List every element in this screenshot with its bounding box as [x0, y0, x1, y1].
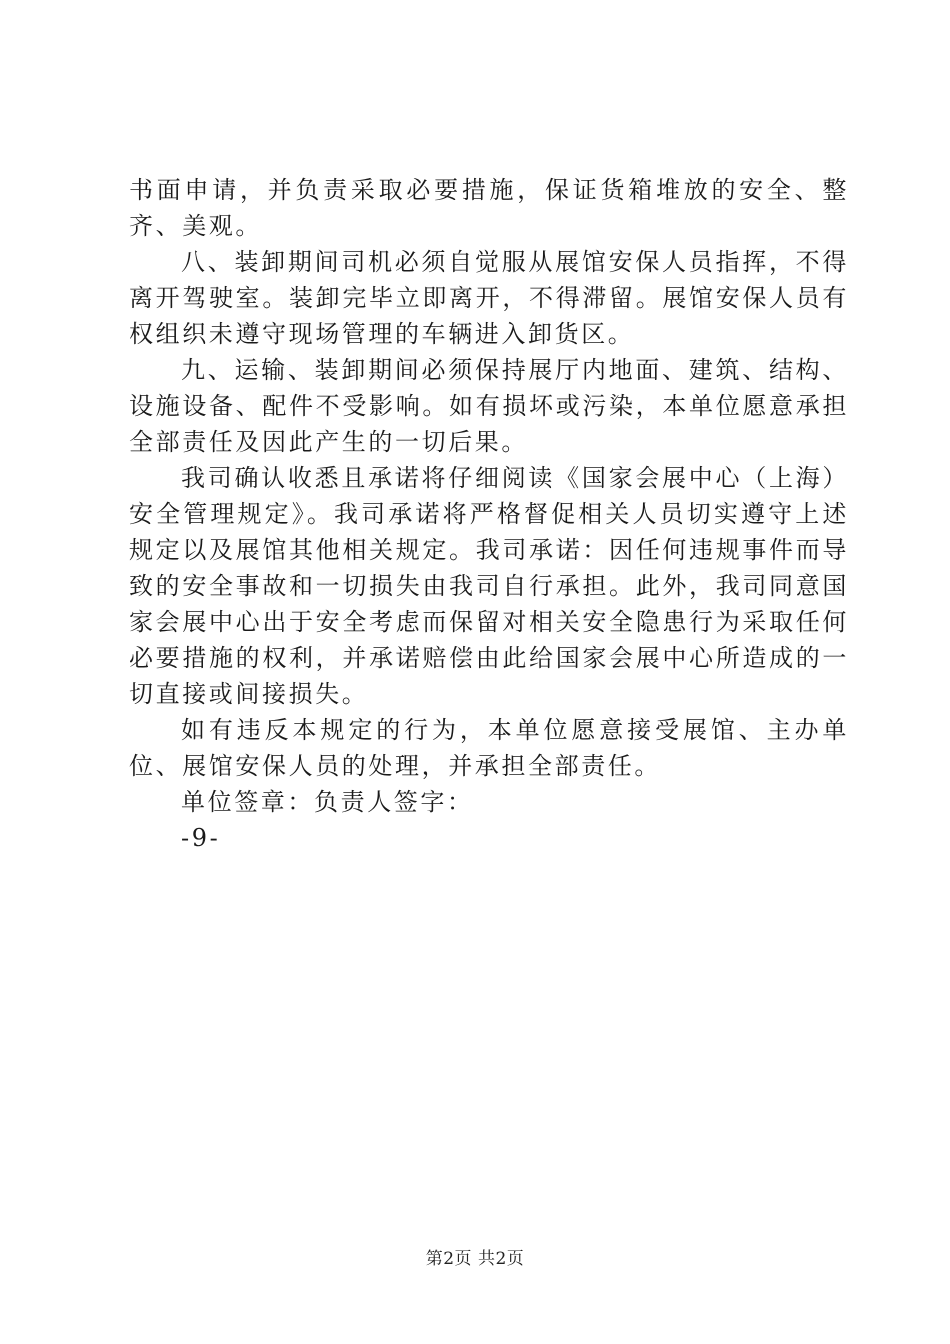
paragraph-item-8: 八、装卸期间司机必须自觉服从展馆安保人员指挥，不得离开驾驶室。装卸完毕立即离开，不得滞留。展馆安保人员有权组织未遵守现场管理的车辆进入卸货区。 — [129, 248, 849, 348]
paragraph-continuation: 书面申请，并负责采取必要措施，保证货箱堆放的安全、整齐、美观。 — [129, 176, 849, 240]
paragraph-violation: 如有违反本规定的行为，本单位愿意接受展馆、主办单位、展馆安保人员的处理，并承担全部责任。 — [129, 716, 849, 780]
inner-page-number: -9- — [181, 824, 221, 852]
paragraph-item-9: 九、运输、装卸期间必须保持展厅内地面、建筑、结构、设施设备、配件不受影响。如有损坏或污染，本单位愿意承担全部责任及因此产生的一切后果。 — [129, 356, 849, 456]
signature-line: 单位签章：负责人签字： — [181, 788, 474, 816]
paragraph-commitment: 我司确认收悉且承诺将仔细阅读《国家会展中心（上海）安全管理规定》。我司承诺将严格督促相关人员切实遵守上述规定以及展馆其他相关规定。我司承诺：因任何违规事件而导致的安全事故和一切损失由我司自行承担。此外，我司同意国家会展中心出于安全考虑而保留对相关安全隐患行为采取任何必要措施的权利，并承诺赔偿由此给国家会展中心所造成的一切直接或间接损失。 — [129, 464, 849, 708]
page-footer: 第2页 共2页 — [425, 1249, 525, 1269]
document-body — [129, 172, 849, 856]
